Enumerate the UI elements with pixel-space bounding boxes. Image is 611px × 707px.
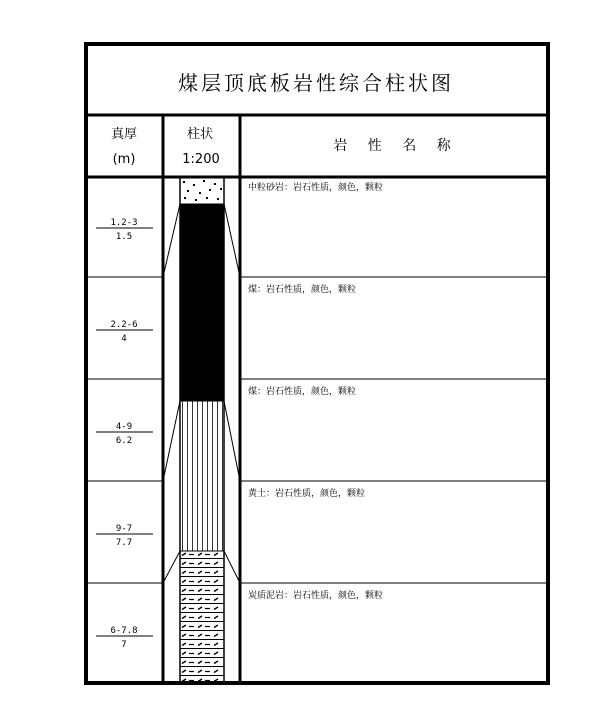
column-header: 柱状 xyxy=(186,127,214,142)
lithology-description: 中粒砂岩：岩石性质，颜色，颗粒 xyxy=(248,183,384,193)
thickness-range: 6-7.8 xyxy=(110,626,138,636)
lithology-header: 岩 性 名 称 xyxy=(333,138,459,154)
thickness-average: 1.5 xyxy=(115,232,133,242)
thickness-average: 4 xyxy=(121,334,127,344)
thickness-range: 9-7 xyxy=(115,524,133,534)
sandstone-layer xyxy=(180,178,224,204)
lithology-description: 煤：岩石性质，颜色，颗粒 xyxy=(248,285,357,295)
table-grid xyxy=(86,44,548,683)
loess-layer xyxy=(180,401,224,551)
thickness-header: 真厚 xyxy=(110,127,138,142)
thickness-range: 4-9 xyxy=(115,422,133,432)
thickness-unit: (m) xyxy=(112,152,136,167)
thickness-range: 2.2-6 xyxy=(110,320,138,330)
thickness-average: 7.7 xyxy=(115,538,133,548)
column-scale: 1:200 xyxy=(182,152,220,167)
lithology-description: 煤：岩石性质，颜色，颗粒 xyxy=(248,387,357,397)
chart-title: 煤层顶底板岩性综合柱状图 xyxy=(178,71,454,95)
thickness-range: 1.2-3 xyxy=(110,218,138,228)
thickness-average: 6.2 xyxy=(115,436,133,446)
thickness-average: 7 xyxy=(121,640,127,650)
lithology-description: 炭质泥岩：岩石性质，颜色，颗粒 xyxy=(248,591,384,601)
coal-layer xyxy=(180,204,224,401)
carbonaceous-mudstone-layer xyxy=(180,551,224,683)
lithology-description: 黄土：岩石性质，颜色，颗粒 xyxy=(248,489,366,499)
